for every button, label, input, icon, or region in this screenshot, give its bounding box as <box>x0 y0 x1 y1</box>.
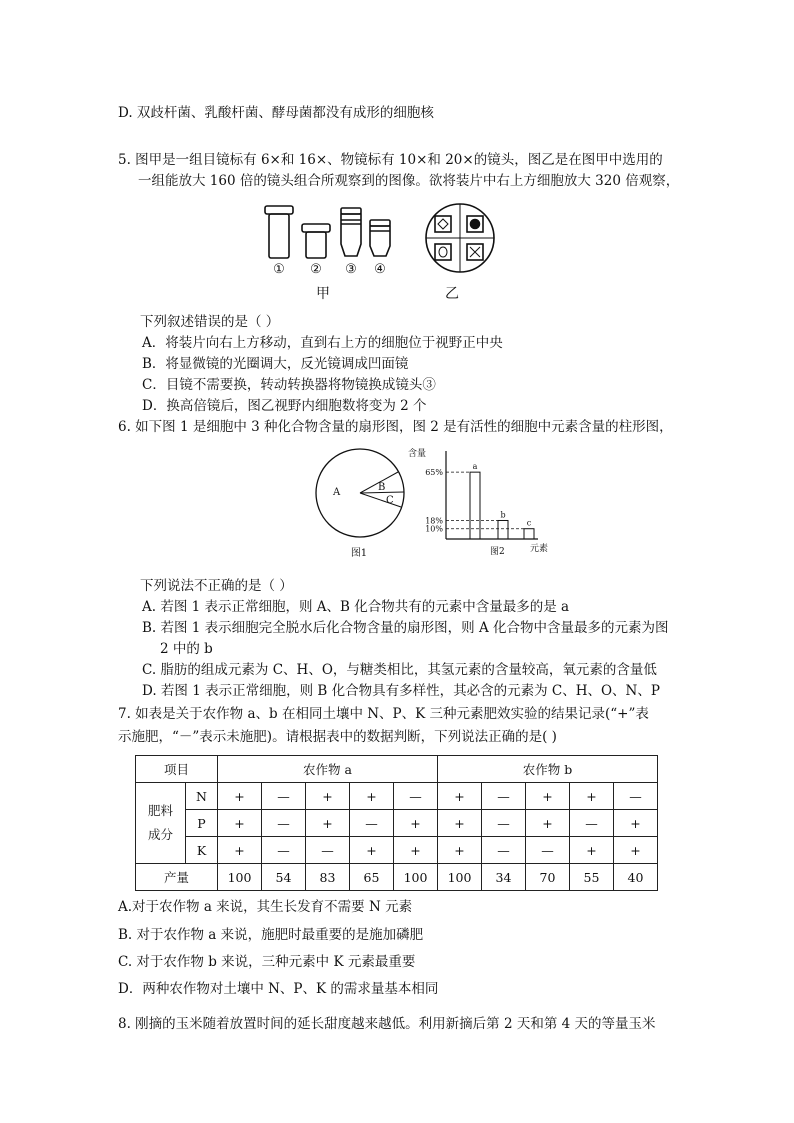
table-cell: — <box>570 810 614 837</box>
table-header-row <box>136 756 658 783</box>
y-tick-label: 18% <box>425 516 443 526</box>
table-cell: — <box>262 810 306 837</box>
fert-label-2: 成分 <box>147 827 173 842</box>
table-cell: + <box>394 810 438 837</box>
q5-stem-line-2: 一组能放大 160 倍的镜头组合所观察到的图像。欲将装片中右上方细胞放大 320 倍观察， <box>138 173 680 189</box>
table-cell: + <box>218 810 262 837</box>
table-cell: + <box>394 837 438 864</box>
yield-label: 产量 <box>136 864 218 891</box>
q7-stem-line-2: 示施肥，“－”表示未施肥)。请根据表中的数据判断，下列说法正确的是( ) <box>118 729 557 745</box>
q4-option-d: D. 双歧杆菌、乳酸杆菌、酵母菌都没有成形的细胞核 <box>118 105 434 121</box>
table-cell: + <box>614 810 658 837</box>
yield-cell: 34 <box>482 864 526 891</box>
table-cell: + <box>306 783 350 810</box>
table-head-crop-a: 农作物 a <box>218 756 438 783</box>
bar-b <box>498 520 508 539</box>
y-axis-label: 含量 <box>408 449 427 459</box>
fig2-caption: 图2 <box>490 547 505 557</box>
yield-cell: 55 <box>570 864 614 891</box>
figure-yi-label: 乙 <box>445 286 459 302</box>
table-cell: — <box>482 810 526 837</box>
table-cell: + <box>438 783 482 810</box>
fig1-pie-chart <box>312 448 412 560</box>
table-cell: + <box>350 837 394 864</box>
table-cell: + <box>570 783 614 810</box>
table-cell: — <box>350 810 394 837</box>
yield-cell: 65 <box>350 864 394 891</box>
table-cell: — <box>262 837 306 864</box>
pie-label-b: B <box>378 482 386 493</box>
q5-option-b: B．将显微镜的光圈调大，反光镜调成凹面镜 <box>142 356 409 372</box>
q7-option-d: D．两种农作物对土壤中 N、P、K 的需求量基本相同 <box>118 981 439 997</box>
q6-option-a: A. 若图 1 表示正常细胞，则 A、B 化合物共有的元素中含量最多的是 a <box>142 599 570 615</box>
q5-option-d: D．换高倍镜后，图乙视野内细胞数将变为 2 个 <box>142 398 427 414</box>
fertilizer-table <box>135 755 658 891</box>
table-row <box>136 837 658 864</box>
cell-lower-left <box>435 244 451 260</box>
figure-jia-label: 甲 <box>316 286 330 302</box>
table-cell: + <box>438 837 482 864</box>
bar-label-b: b <box>500 510 506 520</box>
table-cell: + <box>350 783 394 810</box>
yield-cell: 70 <box>526 864 570 891</box>
table-cell: — <box>614 783 658 810</box>
row-label-k: K <box>186 837 218 864</box>
fert-label-cell <box>136 783 186 864</box>
yield-cell: 100 <box>394 864 438 891</box>
bar-c <box>524 529 534 539</box>
pie-label-a: A <box>333 487 341 498</box>
q8-stem: 8. 刚摘的玉米随着放置时间的延长甜度越来越低。利用新摘后第 2 天和第 4 天的等量玉米 <box>118 1016 656 1032</box>
bar-label-a: a <box>472 462 478 472</box>
q6-option-d: D. 若图 1 表示正常细胞，则 B 化合物具有多样性，其必含的元素为 C、H、O、N、P <box>142 683 660 699</box>
lens-1-body <box>269 214 289 258</box>
table-cell: — <box>482 783 526 810</box>
bar-label-c: c <box>526 518 532 528</box>
lens-label-3: ③ <box>345 262 357 277</box>
table-cell: + <box>218 783 262 810</box>
y-tick-label: 10% <box>425 524 443 534</box>
fig2-bar-chart <box>400 443 585 558</box>
q6-question: 下列说法不正确的是（ ） <box>140 578 293 594</box>
table-head-item: 项目 <box>136 756 218 783</box>
yield-cell: 100 <box>218 864 262 891</box>
lens-2-body <box>306 232 326 258</box>
q6-option-b-cont: 2 中的 b <box>160 641 213 657</box>
q6-option-c: C. 脂肪的组成元素为 C、H、O，与糖类相比，其氢元素的含量较高，氧元素的含量低 <box>142 662 657 678</box>
table-cell: — <box>482 837 526 864</box>
table-cell: — <box>306 837 350 864</box>
microscope-lens-figure <box>255 198 505 308</box>
table-cell: + <box>526 810 570 837</box>
q5-stem-line-1: 5. 图甲是一组目镜标有 6×和 16×、物镜标有 10×和 20×的镜头，图乙是在图甲中选用的 <box>118 152 663 168</box>
table-row <box>136 783 658 810</box>
table-cell: — <box>394 783 438 810</box>
table-cell: + <box>438 810 482 837</box>
q6-stem: 6. 如下图 1 是细胞中 3 种化合物含量的扇形图，图 2 是有活性的细胞中元素含量的柱形图， <box>118 419 673 435</box>
table-cell: + <box>614 837 658 864</box>
table-cell: + <box>218 837 262 864</box>
table-cell: — <box>526 837 570 864</box>
q6-option-b: B. 若图 1 表示细胞完全脱水后化合物含量的扇形图，则 A 化合物中含量最多的元素为图 <box>142 620 669 636</box>
table-cell: — <box>262 783 306 810</box>
table-cell: + <box>306 810 350 837</box>
x-axis-label: 元素 <box>530 544 549 554</box>
q5-question: 下列叙述错误的是（ ） <box>140 314 280 330</box>
pie-label-c: C <box>386 495 394 506</box>
q5-option-a: A．将装片向右上方移动，直到右上方的细胞位于视野正中央 <box>142 335 503 351</box>
yield-cell: 100 <box>438 864 482 891</box>
row-label-n: N <box>186 783 218 810</box>
row-label-p: P <box>186 810 218 837</box>
table-cell: + <box>570 837 614 864</box>
lens-label-1: ① <box>273 262 285 277</box>
table-row <box>136 810 658 837</box>
y-tick-label: 65% <box>425 468 443 478</box>
yield-cell: 83 <box>306 864 350 891</box>
table-cell: + <box>526 783 570 810</box>
fert-label-1: 肥料 <box>147 803 173 818</box>
lens-label-4: ④ <box>374 262 386 277</box>
table-yield-row <box>136 864 658 891</box>
q7-stem-line-1: 7. 如表是关于农作物 a、b 在相同土壤中 N、P、K 三种元素肥效实验的结果记录(“+”表 <box>118 706 649 722</box>
q7-option-a: A.对于农作物 a 来说，其生长发育不需要 N 元素 <box>118 899 413 915</box>
yield-cell: 40 <box>614 864 658 891</box>
yield-cell: 54 <box>262 864 306 891</box>
q5-option-c: C．目镜不需要换，转动转换器将物镜换成镜头③ <box>142 377 436 393</box>
lens-2-cap <box>302 224 330 232</box>
table-head-crop-b: 农作物 b <box>438 756 658 783</box>
fig1-caption: 图1 <box>350 548 368 559</box>
lens-1-cap <box>265 206 293 214</box>
q7-option-b: B. 对于农作物 a 来说，施肥时最重要的是施加磷肥 <box>118 927 424 943</box>
lens-label-2: ② <box>310 262 322 277</box>
q7-option-c: C. 对于农作物 b 来说，三种元素中 K 元素最重要 <box>118 954 416 970</box>
